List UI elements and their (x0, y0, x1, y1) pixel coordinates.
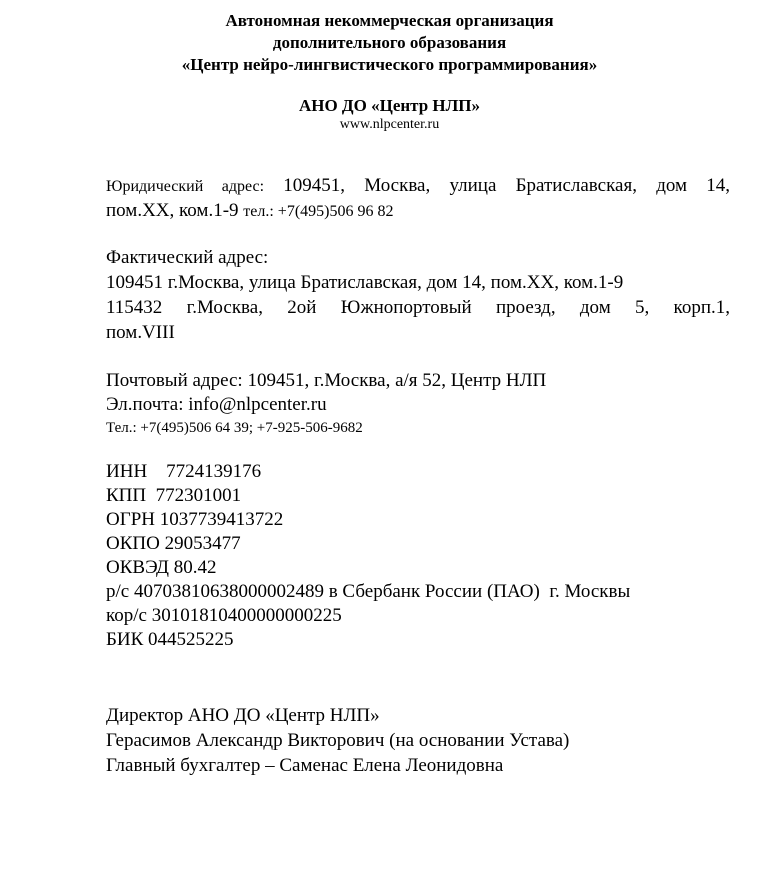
legal-address (106, 174, 730, 224)
kpp: КПП 772301001 (106, 485, 242, 506)
legal-address-value: 109451, Москва, улица Братиславская, дом 14, (283, 175, 731, 196)
legal-address-line-2 (106, 199, 730, 224)
org-name-line-3: «Центр нейро-лингвистического программирования» (181, 55, 598, 74)
actual-address-1: 109451 г.Москва, улица Братиславская, дом 14, пом.XX, ком.1-9 (106, 272, 624, 293)
phones: Тел.: +7(495)506 64 39; +7-925-506-9682 (106, 420, 363, 436)
bank-requisites (106, 460, 730, 652)
contacts (106, 369, 730, 439)
legal-phone: тел.: +7(495)506 96 82 (243, 203, 394, 220)
org-name-line-2: дополнительного образования (272, 33, 507, 52)
signatures (106, 703, 730, 778)
correspondent-account: кор/с 30101810400000000225 (106, 605, 342, 626)
actual-address-2a: 115432 г.Москва, 2ой Южнопортовый проезд, дом 5, корп.1, (106, 297, 730, 318)
inn: ИНН 7724139176 (106, 461, 262, 482)
org-name-line-1: Автономная некоммерческая организация (225, 11, 554, 30)
okved: ОКВЭД 80.42 (106, 557, 217, 578)
website-link[interactable]: www.nlpcenter.ru (339, 117, 440, 132)
bik: БИК 044525225 (106, 629, 234, 650)
postal-address: Почтовый адрес: 109451, г.Москва, а/я 52, Центр НЛП (106, 370, 547, 391)
legal-address-line-1 (106, 174, 730, 199)
ogrn: ОГРН 1037739413722 (106, 509, 284, 530)
actual-address-title: Фактический адрес: (106, 247, 269, 268)
chief-accountant: Главный бухгалтер – Саменас Елена Леонидовна (106, 755, 504, 776)
legal-address-label: Юридический адрес: (106, 178, 265, 195)
email: Эл.почта: info@nlpcenter.ru (106, 394, 327, 415)
settlement-account: р/с 40703810638000002489 в Сбербанк России (ПАО) г. Москвы (106, 581, 631, 602)
actual-address-2b: пом.VIII (106, 322, 175, 343)
legal-address-premises: пом.XX, ком.1-9 (106, 200, 239, 221)
actual-address (106, 245, 730, 345)
okpo: ОКПО 29053477 (106, 533, 241, 554)
organization-header (0, 10, 779, 76)
director-title: Директор АНО ДО «Центр НЛП» (106, 705, 380, 726)
org-short-name: АНО ДО «Центр НЛП» (298, 96, 481, 115)
director-name: Герасимов Александр Викторович (на основании Устава) (106, 730, 570, 751)
